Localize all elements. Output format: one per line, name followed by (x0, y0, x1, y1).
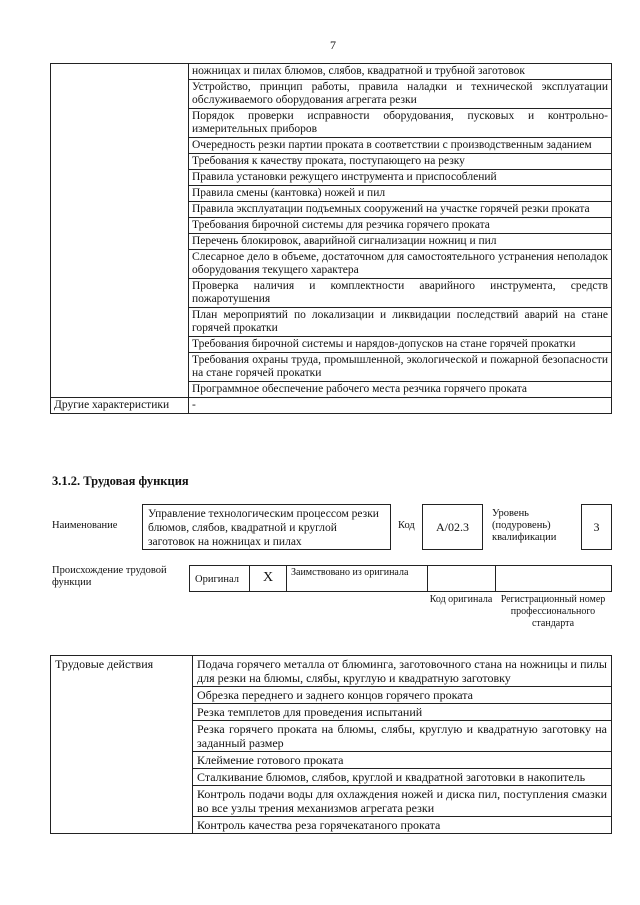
origin-row (189, 565, 612, 592)
origin-reg-cell (496, 566, 611, 591)
knowledge-item: Перечень блокировок, аварийной сигнализации ножниц и пил (189, 234, 612, 250)
knowledge-item: Требования бирочной системы и нарядов-допусков на стане горячей прокатки (189, 337, 612, 353)
knowledge-label-cell (51, 64, 189, 398)
labor-action-item: Обрезка переднего и заднего концов горячего проката (193, 687, 612, 704)
knowledge-item: ножницах и пилах блюмов, слябов, квадратной и трубной заготовок (189, 64, 612, 80)
other-characteristics-value: - (189, 398, 612, 414)
other-characteristics-label: Другие характеристики (51, 398, 189, 414)
origin-code-cell (428, 566, 496, 591)
knowledge-item: Проверка наличия и комплектности аварийного инструмента, средств пожаротушения (189, 279, 612, 308)
origin-borrowed-label: Заимствовано из оригинала (287, 566, 428, 591)
qualification-level-label: Уровень (подуровень) квалификации (492, 508, 557, 543)
origin-original-label: Оригинал (190, 566, 250, 591)
knowledge-item: Требования охраны труда, промышленной, экологической и пожарной безопасности на стане горячей прокатки (189, 353, 612, 382)
knowledge-item: План мероприятий по локализации и ликвидации последствий аварий на стане горячей прокатки (189, 308, 612, 337)
labor-action-item: Клеймение готового проката (193, 752, 612, 769)
knowledge-item: Правила эксплуатации подъемных сооружений на участке горячей резки проката (189, 202, 612, 218)
origin-reg-caption: Регистрационный номер профессионального стандарта (500, 594, 606, 629)
knowledge-item: Правила установки режущего инструмента и приспособлений (189, 170, 612, 186)
origin-code-caption: Код оригинала (429, 594, 493, 605)
labor-actions-table (50, 655, 612, 834)
knowledge-item: Правила смены (кантовка) ножей и пил (189, 186, 612, 202)
section-title: 3.1.2. Трудовая функция (52, 474, 189, 488)
knowledge-item: Требования бирочной системы для резчика горячего проката (189, 218, 612, 234)
qualification-level-value: 3 (581, 504, 612, 550)
labor-action-item: Резка горячего проката на блюмы, слябы, круглую и квадратную заготовку на заданный размер (193, 721, 612, 752)
other-characteristics-row (51, 398, 612, 414)
function-name-label: Наименование (52, 520, 118, 531)
knowledge-row (51, 64, 612, 80)
knowledge-table (50, 63, 612, 414)
function-name-value: Управление технологическим процессом резки блюмов, слябов, квадратной и круглой заготовок на ножницах и пилах (142, 504, 391, 550)
labor-action-item: Контроль подачи воды для охлаждения ножей и диска пил, поступления смазки во все узлы трения механизмов агрегата резки (193, 786, 612, 817)
knowledge-item: Слесарное дело в объеме, достаточном для самостоятельного устранения неполадок оборудования текущего характера (189, 250, 612, 279)
knowledge-item: Программное обеспечение рабочего места резчика горячего проката (189, 382, 612, 398)
knowledge-item: Требования к качеству проката, поступающего на резку (189, 154, 612, 170)
knowledge-item: Порядок проверки исправности оборудования, пусковых и контрольно-измерительных приборов (189, 109, 612, 138)
labor-action-item: Резка темплетов для проведения испытаний (193, 704, 612, 721)
function-code-label: Код (398, 520, 415, 531)
labor-action-item: Подача горячего металла от блюминга, заготовочного стана на ножницы и пилы для резки на блюмы, слябы, круглую и квадратную заготовку (193, 656, 612, 687)
origin-label: Происхождение трудовой функции (52, 565, 167, 588)
knowledge-item: Устройство, принцип работы, правила наладки и технической эксплуатации обслуживаемого оборудования агрегата резки (189, 80, 612, 109)
labor-action-item: Сталкивание блюмов, слябов, круглой и квадратной заготовки в накопитель (193, 769, 612, 786)
labor-action-row (51, 656, 612, 687)
function-code-value: А/02.3 (422, 504, 483, 550)
knowledge-item: Очередность резки партии проката в соответствии с производственным заданием (189, 138, 612, 154)
page-number: 7 (330, 38, 336, 52)
labor-actions-label: Трудовые действия (51, 656, 193, 834)
labor-action-item: Контроль качества реза горячекатаного проката (193, 817, 612, 834)
origin-original-mark: X (250, 566, 287, 591)
